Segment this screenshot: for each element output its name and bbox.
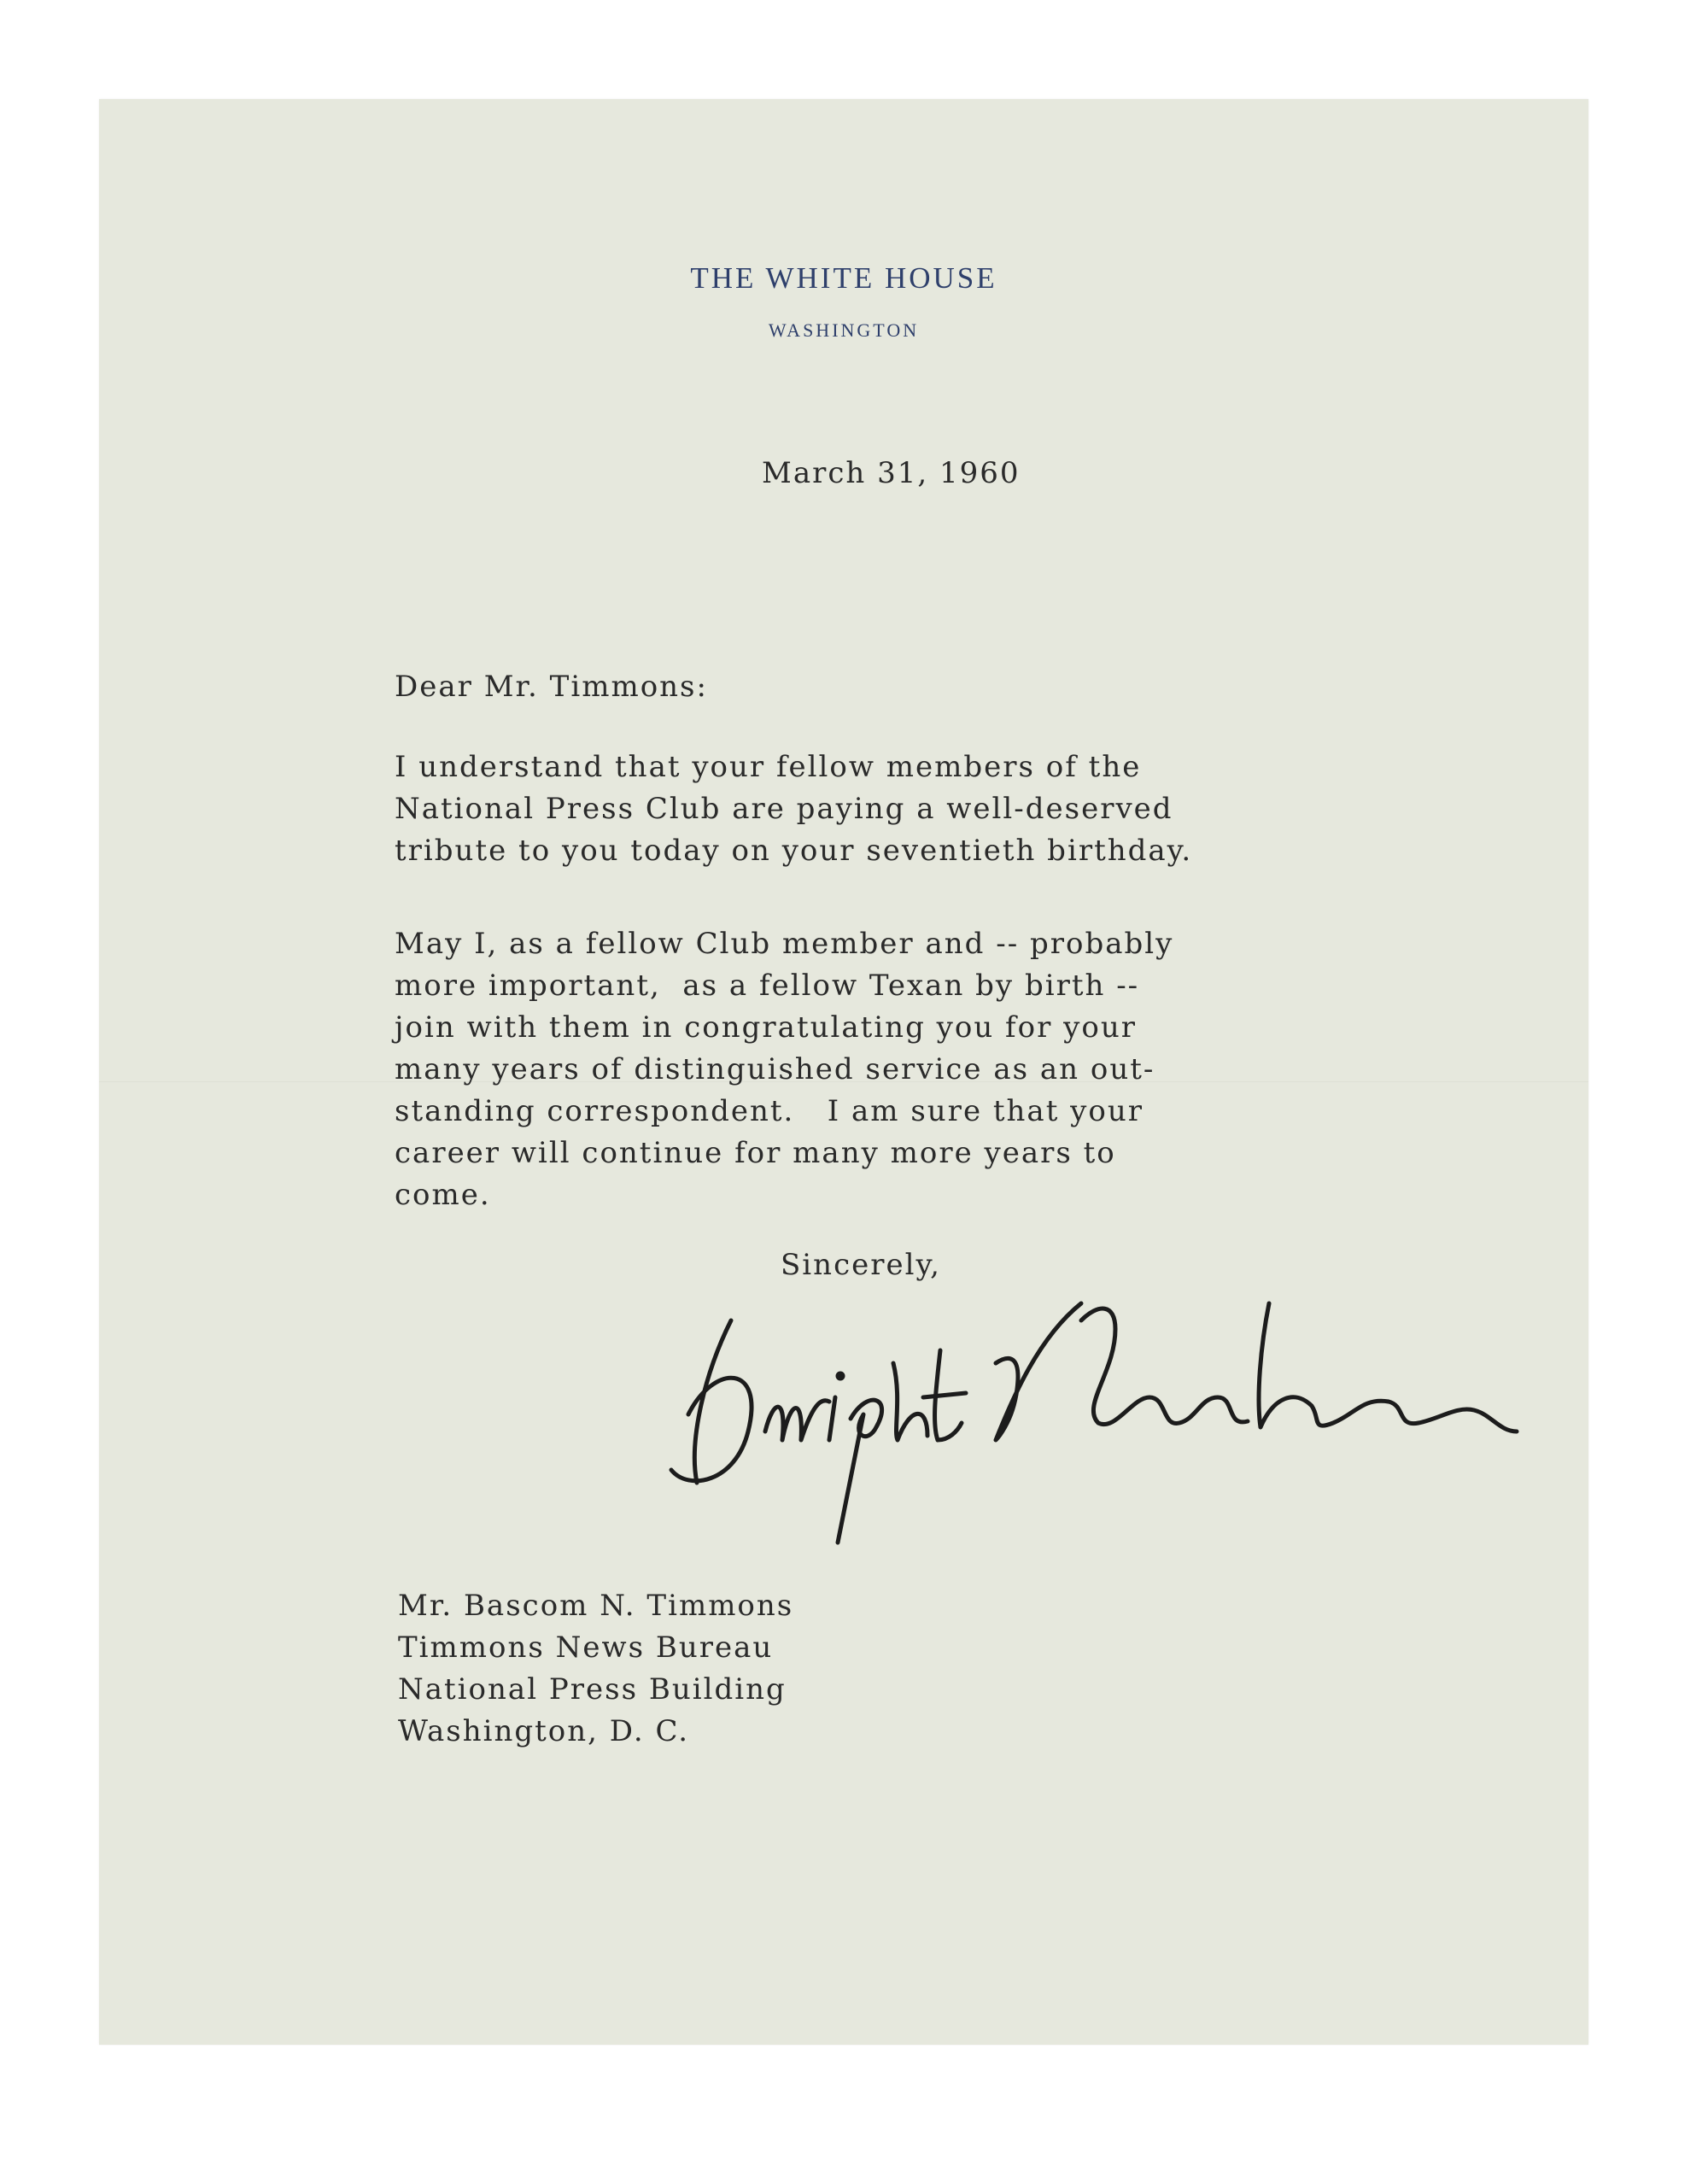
address-line: Mr. Bascom N. Timmons [398, 1589, 794, 1623]
paragraph-line: come. [395, 1178, 491, 1212]
letterhead-subtitle: WASHINGTON [768, 319, 920, 341]
paragraph-line: May I, as a fellow Club member and -- probably [395, 927, 1174, 961]
paragraph-1 [395, 746, 1192, 872]
paragraph-line: National Press Club are paying a well-deserved [395, 792, 1173, 826]
address-line: Washington, D. C. [398, 1714, 690, 1748]
handwritten-signature [637, 1269, 1525, 1551]
paragraph-line: join with them in congratulating you for your [395, 1010, 1137, 1045]
address-line: Timmons News Bureau [398, 1630, 774, 1665]
paragraph-line: standing correspondent. I am sure that your [395, 1094, 1144, 1128]
paragraph-line: career will continue for many more years to [395, 1136, 1116, 1170]
paragraph-2 [395, 923, 1173, 1216]
closing: Sincerely, [781, 1248, 941, 1282]
paragraph-line: tribute to you today on your seventieth birthday. [395, 834, 1193, 868]
letterhead-title: THE WHITE HOUSE [690, 261, 997, 295]
address-line: National Press Building [398, 1672, 787, 1707]
salutation: Dear Mr. Timmons: [395, 670, 708, 704]
paragraph-line: I understand that your fellow members of the [395, 750, 1142, 784]
letter-date: March 31, 1960 [762, 456, 1021, 490]
paragraph-line: many years of distinguished service as an out- [395, 1052, 1155, 1086]
paragraph-line: more important, as a fellow Texan by birth -- [395, 969, 1140, 1003]
letter-sheet [99, 99, 1588, 2045]
recipient-address [398, 1585, 793, 1753]
